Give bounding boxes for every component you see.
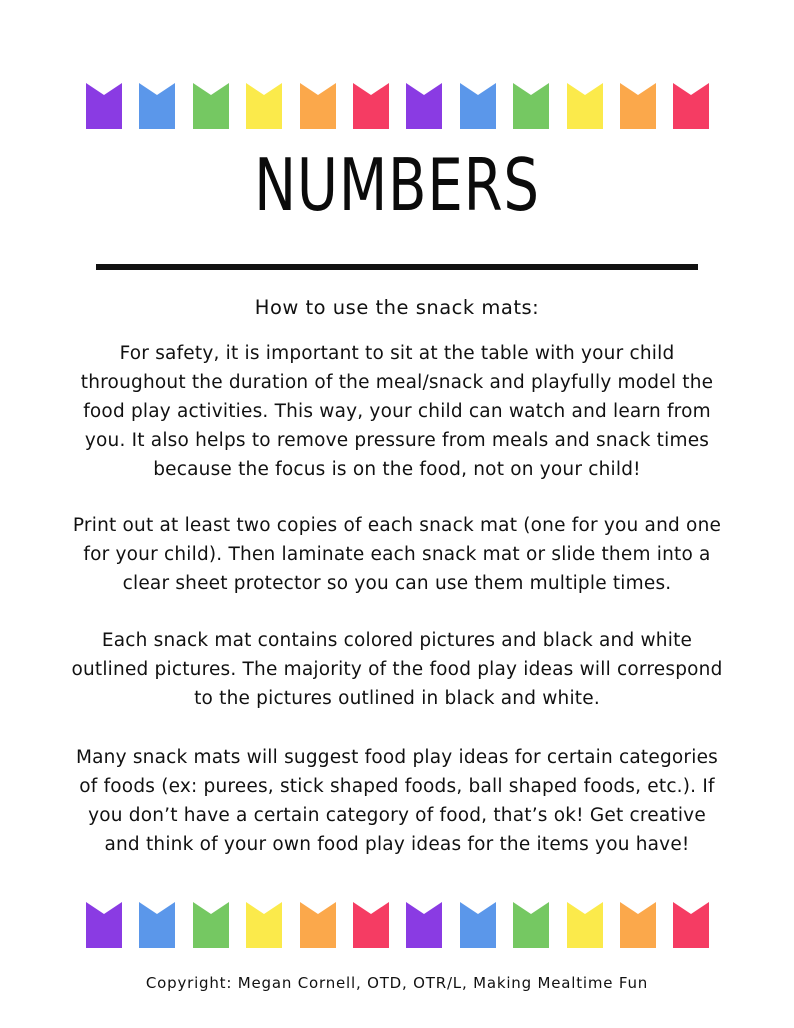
pennant-flag (673, 83, 709, 129)
pennant-flag (567, 902, 603, 948)
pennant-flag (246, 902, 282, 948)
pennant-flag (460, 902, 496, 948)
instructions-paragraph-food-categories: Many snack mats will suggest food play ideas for certain categories of foods (ex: purees, stick shaped foods, ball shaped foods, etc.). If you don’t have a certain category of food, that’s ok! Get creative and think of your own food play ideas for the items you have! (75, 747, 718, 855)
bottom-flag-banner (0, 902, 794, 948)
pennant-flag (193, 902, 229, 948)
pennant-flag (353, 83, 389, 129)
pennant-flag (406, 902, 442, 948)
pennant-flag (353, 902, 389, 948)
page-title: NUMBERS (254, 143, 540, 227)
pennant-flag (673, 902, 709, 948)
title-divider (96, 264, 698, 270)
pennant-flag (139, 83, 175, 129)
copyright-notice: Copyright: Megan Cornell, OTD, OTR/L, Making Mealtime Fun (145, 974, 649, 992)
instructions-paragraph-pictures: Each snack mat contains colored pictures and black and white outlined pictures. The majority of the food play ideas will correspond to the pictures outlined in black and white. (71, 630, 723, 709)
instructions-paragraph-printing: Print out at least two copies of each snack mat (one for you and one for your child). Then laminate each snack mat or slide them into a clear sheet protector so you can use them multiple times. (72, 515, 722, 594)
top-flag-banner (0, 83, 794, 129)
pennant-flag (513, 83, 549, 129)
pennant-flag (246, 83, 282, 129)
pennant-flag (193, 83, 229, 129)
pennant-flag (513, 902, 549, 948)
pennant-flag (620, 83, 656, 129)
pennant-flag (620, 902, 656, 948)
instructions-heading: How to use the snack mats: (254, 296, 540, 319)
pennant-flag (86, 83, 122, 129)
pennant-flag (86, 902, 122, 948)
instructions-paragraph-safety: For safety, it is important to sit at the table with your child throughout the duration of the meal/snack and playfully model the food play activities. This way, your child can watch and learn from you. It also helps to remove pressure from meals and snack times because the focus is on the food, not on your child! (80, 343, 714, 480)
pennant-flag (139, 902, 175, 948)
pennant-flag (300, 902, 336, 948)
pennant-flag (567, 83, 603, 129)
pennant-flag (460, 83, 496, 129)
pennant-flag (300, 83, 336, 129)
pennant-flag (406, 83, 442, 129)
